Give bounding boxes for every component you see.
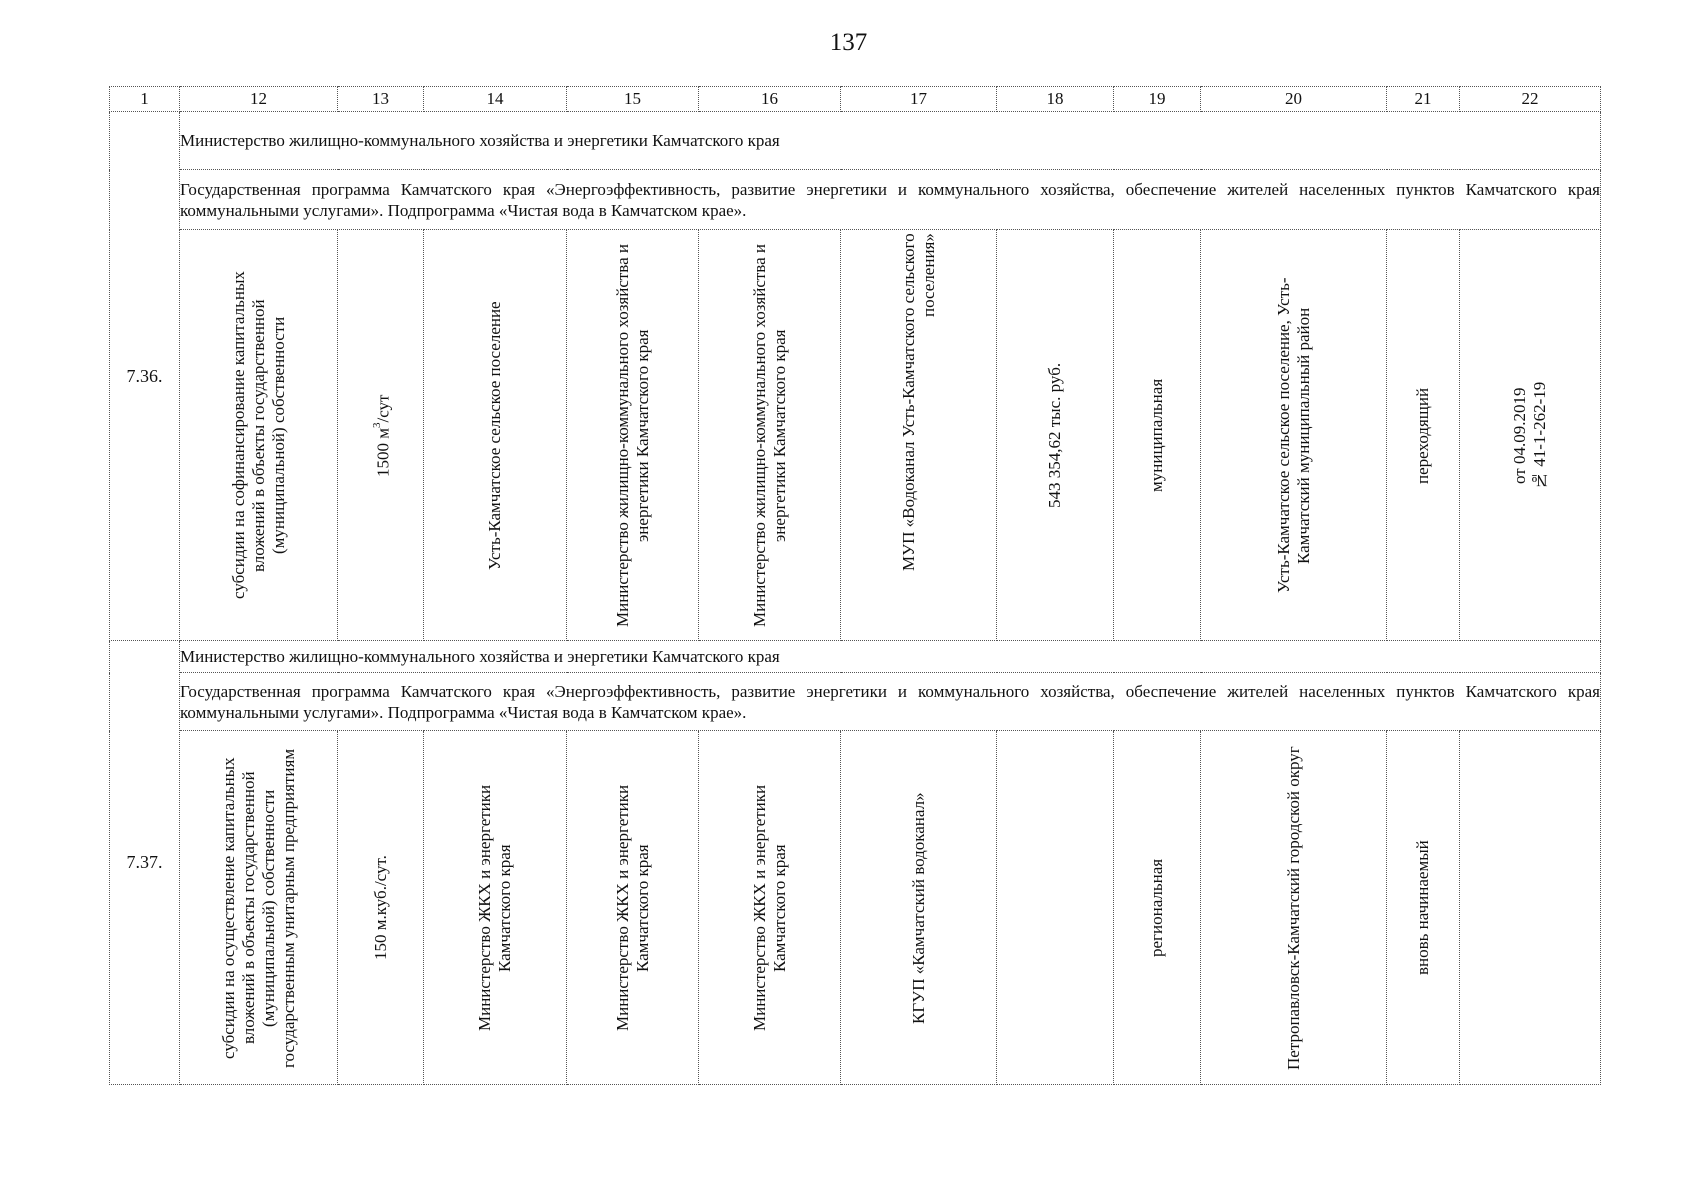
column-header-row <box>110 87 1601 112</box>
cell-customer: Министерство жилищно-коммунального хозяйства и энергетики Камчатского края <box>567 230 699 641</box>
cell-status: вновь начинаемый <box>1387 731 1460 1085</box>
row-number: 7.37. <box>110 641 180 1085</box>
ministry-header: Министерство жилищно-коммунального хозяйства и энергетики Камчатского края <box>180 641 1601 673</box>
cell-capacity: 150 м.куб./сут. <box>338 731 424 1085</box>
column-header: 18 <box>997 87 1114 112</box>
column-header: 17 <box>841 87 997 112</box>
cell-document <box>1460 731 1601 1085</box>
cell-manager: Министерство ЖКХ и энергетики Камчатского края <box>699 731 841 1085</box>
cell-municipality: Петропавловск-Камчатский городской округ <box>1201 731 1387 1085</box>
column-header: 22 <box>1460 87 1601 112</box>
table-row <box>110 170 1601 230</box>
cell-capacity: 1500 $м^3$/сут <box>338 230 424 641</box>
table-row <box>110 673 1601 731</box>
table-row <box>110 641 1601 673</box>
page-number: 137 <box>829 29 868 56</box>
ministry-header: Министерство жилищно-коммунального хозяйства и энергетики Камчатского края <box>180 112 1601 170</box>
column-header: 13 <box>338 87 424 112</box>
cell-developer: МУП «Водоканал Усть-Камчатского сельского поселения» <box>841 230 997 641</box>
cell-location: Усть-Камчатское сельское поселение <box>424 230 567 641</box>
column-header: 12 <box>180 87 338 112</box>
cell-manager: Министерство жилищно-коммунального хозяйства и энергетики Камчатского края <box>699 230 841 641</box>
column-header: 1 <box>110 87 180 112</box>
column-header: 20 <box>1201 87 1387 112</box>
column-header: 16 <box>699 87 841 112</box>
column-header: 19 <box>1114 87 1201 112</box>
cell-cost <box>997 731 1114 1085</box>
cell-developer: КГУП «Камчатский водоканал» <box>841 731 997 1085</box>
row-number: 7.36. <box>110 112 180 641</box>
program-header: Государственная программа Камчатского края «Энергоэффективность, развитие энергетики и коммунального хозяйства, обеспечение жителей населенных пунктов Камчатского края коммунальными услугами». Подпрограмма «Чистая вода в Камчатском крае». <box>180 673 1601 731</box>
cell-location: Министерство ЖКХ и энергетики Камчатского края <box>424 731 567 1085</box>
table-row <box>110 112 1601 170</box>
cell-purpose: субсидии на софинансирование капитальных вложений в объекты государственной (муниципальной) собственности <box>180 230 338 641</box>
column-header: 15 <box>567 87 699 112</box>
cell-cost: 543 354,62 тыс. руб. <box>997 230 1114 641</box>
column-header: 14 <box>424 87 567 112</box>
cell-status: переходящий <box>1387 230 1460 641</box>
cell-customer: Министерство ЖКХ и энергетики Камчатского края <box>567 731 699 1085</box>
cell-purpose: субсидии на осуществление капитальных вложений в объекты государственной (муниципальной) собственности государственным унитарным предприятиям <box>180 731 338 1085</box>
column-header: 21 <box>1387 87 1460 112</box>
table-row <box>110 731 1601 1085</box>
cell-municipality: Усть-Камчатское сельское поселение, Усть-Камчатский муниципальный район <box>1201 230 1387 641</box>
cell-ownership: региональная <box>1114 731 1201 1085</box>
program-header: Государственная программа Камчатского края «Энергоэффективность, развитие энергетики и коммунального хозяйства, обеспечение жителей населенных пунктов Камчатского края коммунальными услугами». Подпрограмма «Чистая вода в Камчатском крае». <box>180 170 1601 230</box>
cell-document: от 04.09.2019 № 41-1-262-19 <box>1460 230 1601 641</box>
table-row <box>110 230 1601 641</box>
project-table <box>109 86 1601 1085</box>
cell-ownership: муниципальная <box>1114 230 1201 641</box>
